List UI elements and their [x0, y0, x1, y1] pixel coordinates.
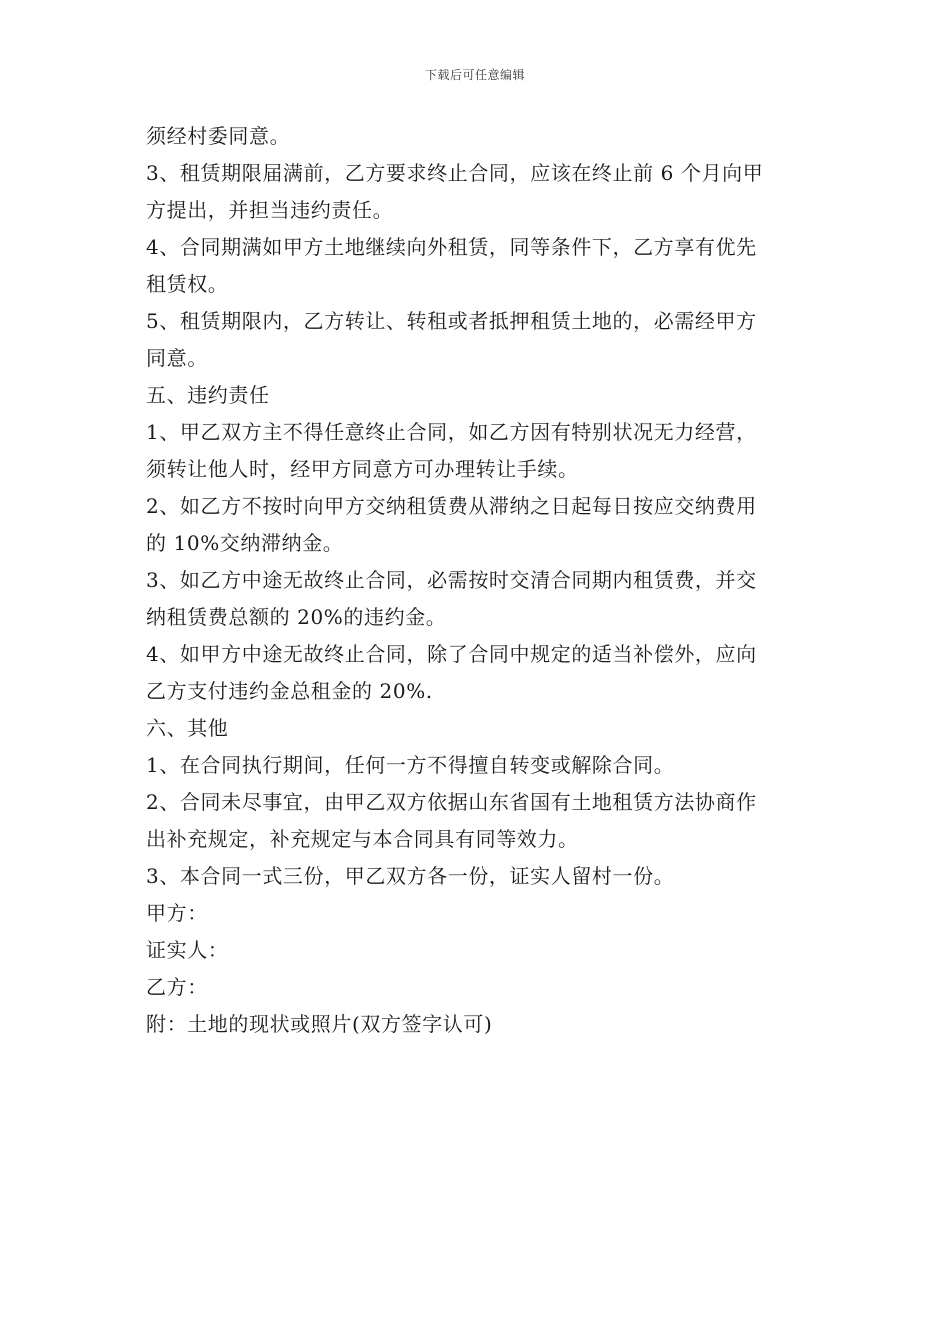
- attachment-note: 附：土地的现状或照片(双方签字认可): [146, 1012, 493, 1036]
- text-line: 2、合同未尽事宜，由甲乙双方依据山东省国有土地租赁方法协商作: [146, 790, 757, 814]
- section-heading: 五、违约责任: [146, 383, 270, 407]
- signature-party-a: 甲方：: [146, 901, 208, 925]
- text-line: 纳租赁费总额的 20%的违约金。: [146, 605, 447, 629]
- signature-party-b: 乙方：: [146, 975, 208, 999]
- text-line: 方提出，并担当违约责任。: [146, 198, 394, 222]
- text-line: 同意。: [146, 346, 208, 370]
- text-line: 租赁权。: [146, 272, 229, 296]
- text-line: 出补充规定，补充规定与本合同具有同等效力。: [146, 827, 579, 851]
- section-heading: 六、其他: [146, 716, 229, 740]
- text-line: 须经村委同意。: [146, 124, 291, 148]
- text-line: 3、租赁期限届满前，乙方要求终止合同，应该在终止前 6 个月向甲: [146, 161, 764, 185]
- signature-witness: 证实人：: [146, 938, 229, 962]
- text-line: 3、本合同一式三份，甲乙双方各一份，证实人留村一份。: [146, 864, 675, 888]
- text-line: 的 10%交纳滞纳金。: [146, 531, 344, 555]
- document-body: [146, 118, 810, 1043]
- text-line: 3、如乙方中途无故终止合同，必需按时交清合同期内租赁费，并交: [146, 568, 757, 592]
- page-header: 下载后可任意编辑: [424, 68, 525, 82]
- text-line: 须转让他人时，经甲方同意方可办理转让手续。: [146, 457, 579, 481]
- text-line: 4、合同期满如甲方土地继续向外租赁，同等条件下，乙方享有优先: [146, 235, 757, 259]
- text-line: 1、在合同执行期间，任何一方不得擅自转变或解除合同。: [146, 753, 675, 777]
- text-line: 1、甲乙双方主不得任意终止合同，如乙方因有特别状况无力经营，: [146, 420, 757, 444]
- text-line: 乙方支付违约金总租金的 20%.: [146, 679, 433, 703]
- text-line: 2、如乙方不按时向甲方交纳租赁费从滞纳之日起每日按应交纳费用: [146, 494, 757, 518]
- text-line: 4、如甲方中途无故终止合同，除了合同中规定的适当补偿外，应向: [146, 642, 757, 666]
- text-line: 5、租赁期限内，乙方转让、转租或者抵押租赁土地的，必需经甲方: [146, 309, 757, 333]
